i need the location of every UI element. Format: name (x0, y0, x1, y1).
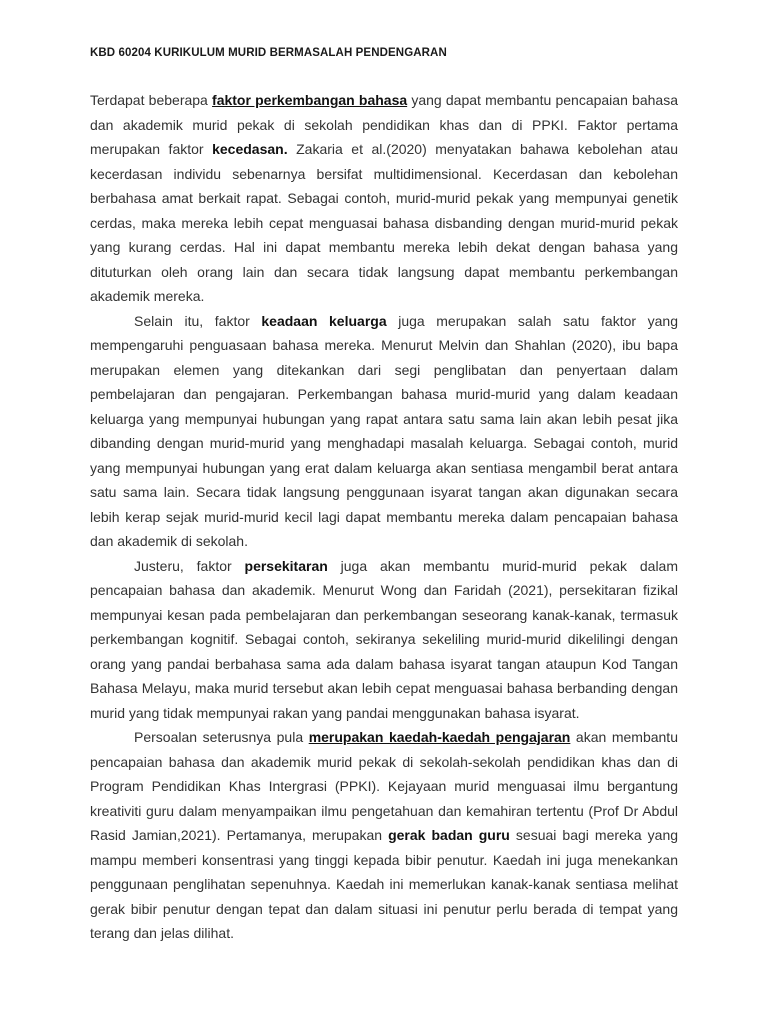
emphasis-term: keadaan keluarga (261, 312, 387, 329)
paragraph-text: juga akan membantu murid-murid pekak dalam pencapaian bahasa dan akademik. Menurut Wong dan Faridah (2021), persekitaran fizikal mempunyai kesan pada pembelajaran dan perkembangan seseorang kanak-kanak, termasuk perkembangan kognitif. Sebagai contoh, sekiranya sekeliling murid-murid dikelilingi dengan orang yang pandai berbahasa sama ada dalam bahasa isyarat tangan ataupun Kod Tangan Bahasa Melayu, maka murid tersebut akan lebih cepat menguasai bahasa berbanding dengan murid yang tidak mempunyai rakan yang pandai menggunakan bahasa isyarat. (90, 557, 679, 721)
paragraph-text: sesuai bagi mereka yang mampu memberi konsentrasi yang tinggi kepada bibir penutur. Kaedah ini juga menekankan penggunaan penglihatan sepenuhnya. Kaedah ini memerlukan kanak-kanak sentiasa melihat gerak bibir penutur dengan tepat dan dalam situasi ini penutur perlu berada di tempat yang terang dan jelas dilihat. (90, 827, 679, 941)
paragraph-3 (90, 554, 678, 726)
paragraph-text: Terdapat beberapa (90, 92, 213, 108)
paragraph-2 (90, 309, 678, 554)
paragraph-text: akan membantu pencapaian bahasa dan akademik murid pekak di sekolah-sekolah pendidikan khas dan di Program Pendidikan Khas Intergrasi (PPKI). Kejayaan murid menguasai ilmu bergantung kreativiti guru dalam menyampaikan ilmu pengetahuan dan kemahiran tertentu (Prof Dr Abdul Rasid Jamian,2021). Pertamanya, merupakan (90, 729, 678, 843)
paragraph-text: yang dapat membantu pencapaian bahasa dan akademik murid pekak di sekolah pendidikan khas dan di PPKI. Faktor pertama merupakan faktor (90, 92, 678, 157)
document-body (90, 88, 678, 946)
paragraph-4 (90, 725, 678, 946)
paragraph-text: Selain itu, faktor (134, 312, 262, 329)
emphasis-term: persekitaran (244, 557, 328, 574)
paragraph-1 (90, 88, 678, 309)
paragraph-text: Zakaria et al.(2020) menyatakan bahawa kebolehan atau kecerdasan individu sebenarnya bersifat multidimensional. Kecerdasan dan kebolehan berbahasa amat berkait rapat. Sebagai contoh, murid-murid pekak yang mempunyai genetik cerdas, maka mereka lebih cepat menguasai bahasa disbanding dengan murid-murid pekak yang kurang cerdas. Hal ini dapat membantu mereka lebih dekat dengan bahasa yang dituturkan oleh orang lain dan secara tidak langsung dapat membantu perkembangan akademik mereka. (90, 141, 678, 304)
paragraph-text: Persoalan seterusnya pula (134, 729, 309, 745)
document-header: KBD 60204 KURIKULUM MURID BERMASALAH PENDENGARAN (90, 47, 447, 59)
emphasis-term: faktor perkembangan bahasa (212, 92, 408, 108)
emphasis-term: kecedasan. (212, 141, 288, 157)
paragraph-text: Justeru, faktor (134, 557, 245, 574)
paragraph-text: juga merupakan salah satu faktor yang mempengaruhi penguasaan bahasa mereka. Menurut Melvin dan Shahlan (2020), ibu bapa merupakan elemen yang ditekankan dari segi penglibatan dan penyertaan dalam pembelajaran dan pengajaran. Perkembangan bahasa murid-murid yang dalam keadaan keluarga yang mempunyai hubungan yang rapat antara satu sama lain akan lebih pesat jika dibanding dengan murid-murid yang menghadapi masalah keluarga. Sebagai contoh, murid yang mempunyai hubungan yang erat dalam keluarga akan sentiasa mengambil berat antara satu sama lain. Secara tidak langsung penggunaan isyarat tangan akan digunakan secara lebih kerap sejak murid-murid kecil lagi dapat membantu mereka dalam pencapaian bahasa dan akademik di sekolah. (90, 312, 678, 549)
emphasis-term: gerak badan guru (388, 827, 510, 843)
emphasis-term: merupakan kaedah-kaedah pengajaran (308, 729, 571, 745)
